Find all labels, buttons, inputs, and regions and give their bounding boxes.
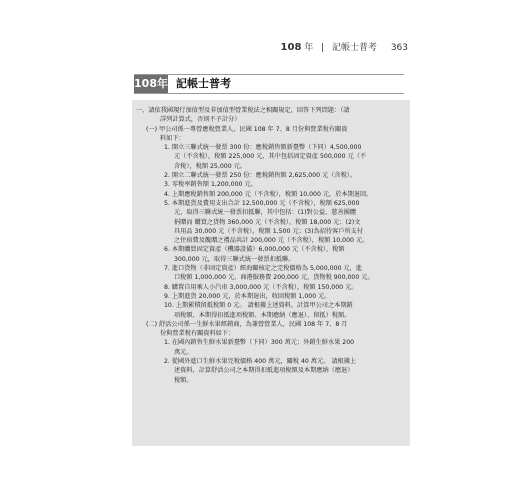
question-line: 含稅），稅額 25,000 元。: [174, 162, 246, 170]
question-line: 具用品 30,000 元（不含稅），稅額 1,500 元；(3)為招待客戶所支付: [174, 227, 364, 235]
question-line: 述資料，計算舒活公司之本期得扣抵進項稅額及本期應納（應退）: [174, 367, 354, 375]
question-line: 2. 開立二聯式統一發票 250 份：應稅銷售額 2,625,000 元（含稅）。: [164, 172, 357, 180]
question-line: (一) 甲公司係一專營應稅營業人，民國 108 年 7、8 月份與營業稅有關資: [146, 125, 348, 133]
question-line: 1. 開立三聯式統一發票 300 份：應稅銷售額新臺幣（下同）4,500,000: [164, 144, 362, 152]
question-line: 元（不含稅），稅額 225,000 元，其中包括固定資產 500,000 元（不: [174, 153, 367, 161]
question-line: 7. 進口貨物（非固定資產）經海關核定之完稅價格為 5,000,000 元，進: [164, 265, 362, 273]
header-separator: [322, 43, 323, 52]
page-number: 363: [390, 43, 408, 53]
question-line: 之住宿費及餽贈之禮品共計 200,000 元（不含稅），稅額 10,000 元。: [174, 237, 369, 245]
question-line: 萬元。: [174, 348, 193, 356]
question-line: 6. 本期購買固定資產（機器設備）6,000,000 元（不含稅），稅額: [164, 246, 345, 254]
question-content: [136, 106, 406, 385]
header-exam-name: 記帳士普考: [332, 43, 378, 53]
question-line: (二) 舒活公司係一生鮮水果經銷商，為兼營營業人，民國 108 年 7、8 月: [146, 320, 348, 328]
question-line: 1. 在國內銷售生鮮水果新臺幣（下同）300 萬元；外銷生鮮水果 200: [164, 339, 355, 347]
question-line: 9. 上期進貨 20,000 元，於本期退出，收回稅額 1,000 元。: [164, 292, 331, 300]
question-line: 10. 上期累積留抵稅額 0 元。 請根據上述資料，計算甲公司之本期銷: [164, 302, 353, 310]
header-year-suffix: 年: [304, 43, 314, 53]
section-title: 記帳士普考: [176, 77, 231, 90]
question-line: 4. 上期應稅銷售額 200,000 元（不含稅），稅額 10,000 元，於本期退回。: [164, 190, 373, 198]
question-line: 份與營業稅有關資料如下：: [160, 330, 235, 338]
section-year-badge: 108年: [134, 75, 168, 93]
question-line: 詳列計算式，否則不予計分）: [160, 116, 241, 124]
question-line: 元，取得三聯式統一發票扣抵聯，其中包括：(1)對公益、慈善團體: [174, 209, 357, 217]
question-line: 一、請依我國現行加值型及非加值型營業稅法之相關規定，回答下列問題：（請: [136, 107, 350, 114]
question-line: 項稅額、本期得扣抵進項稅額、本期應納（應退）、留抵）稅額。: [174, 311, 351, 319]
header-year: 108: [280, 42, 302, 53]
question-line: 捐贈而 購買之貨物 360,000 元（不含稅），稅額 18,000 元；(2)文: [174, 218, 361, 226]
question-line: 8. 購置自用乘人小汽車 3,000,000 元（不含稅），稅額 150,000 元。: [164, 283, 358, 291]
question-line: 3. 零稅率銷售額 1,200,000 元。: [164, 181, 257, 189]
question-line: 5. 本期進貨及費用支出合計 12,500,000 元（不含稅），稅額 625,000: [164, 199, 360, 207]
question-box: [132, 100, 410, 446]
question-line: 口稅額 1,000,000 元，商港服務費 200,000 元，貨物稅 900,000 元。: [174, 274, 374, 282]
question-line: 稅額。: [174, 376, 193, 384]
running-header: [0, 40, 408, 53]
question-line: 300,000 元，取得三聯式統一發票扣抵聯。: [174, 255, 295, 263]
question-line: 2. 從國外進口生鮮水果完稅價格 400 萬元，關稅 40 萬元。 請根據上: [164, 358, 357, 366]
section-heading: [134, 74, 404, 94]
question-line: 料如下：: [160, 134, 185, 142]
